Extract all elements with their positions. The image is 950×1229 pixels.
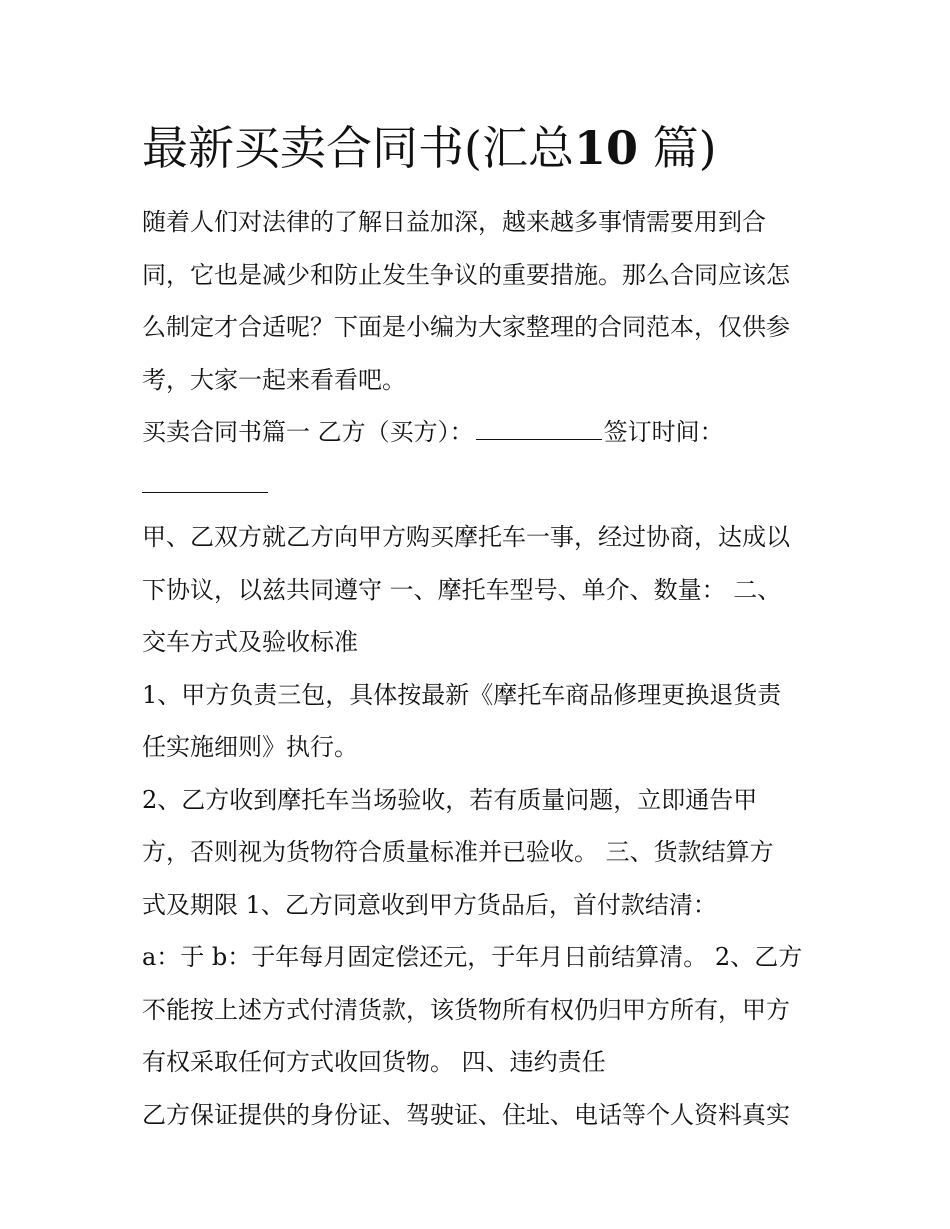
- intro-line-2: 同，它也是减少和防止发生争议的重要措施。那么合同应该怎: [142, 260, 790, 289]
- sign-time-blank: [142, 466, 268, 493]
- clause-line-10: 不能按上述方式付清货款，该货物所有权仍归甲方所有，甲方: [142, 995, 790, 1024]
- sign-time-blank-line: [142, 459, 822, 512]
- clause-line-6: 2、乙方收到摩托车当场验收，若有质量问题，立即通告甲: [142, 785, 758, 814]
- title-suffix: 篇): [652, 121, 717, 175]
- page-title: [142, 112, 717, 184]
- clause-line-8: 式及期限 1、乙方同意收到甲方货品后，首付款结清：: [142, 890, 717, 919]
- document-body: [142, 196, 822, 1141]
- clause-line-11: 有权采取任何方式收回货物。 四、违约责任: [142, 1048, 606, 1076]
- clause-line-2: 下协议，以兹共同遵守 一、摩托车型号、单介、数量： 二、: [142, 575, 782, 604]
- intro-line-3: 么制定才合适呢？下面是小编为大家整理的合同范本，仅供参: [142, 313, 790, 341]
- contract-head-line: [142, 406, 822, 459]
- clause-line-12: 乙方保证提供的身份证、驾驶证、住址、电话等个人资料真实: [142, 1100, 790, 1129]
- clause-line-4: 1、甲方负责三包，具体按最新《摩托车商品修理更换退货责: [142, 680, 782, 709]
- intro-line-1: 随着人们对法律的了解日益加深，越来越多事情需要用到合: [142, 208, 766, 236]
- title-number: 10: [573, 121, 638, 175]
- intro-line-4: 考，大家一起来看看吧。: [142, 365, 406, 394]
- clause-line-9: a：于 b：于年每月固定偿还元，于年月日前结算清。 2、乙方: [142, 943, 803, 971]
- buyer-blank: [476, 413, 602, 440]
- sign-time-label: 签订时间：: [603, 418, 724, 446]
- clause-line-7: 方，否则视为货物符合质量标准并已验收。 三、货款结算方: [142, 838, 774, 866]
- title-prefix: 最新买卖合同书(汇总: [142, 121, 574, 175]
- clause-line-1: 甲、乙双方就乙方向甲方购买摩托车一事，经过协商，达成以: [142, 523, 790, 551]
- clause-line-3: 交车方式及验收标准: [142, 628, 358, 656]
- clause-line-5: 任实施细则》执行。: [142, 733, 358, 761]
- contract-head-label: 买卖合同书篇一 乙方（买方）：: [142, 418, 474, 446]
